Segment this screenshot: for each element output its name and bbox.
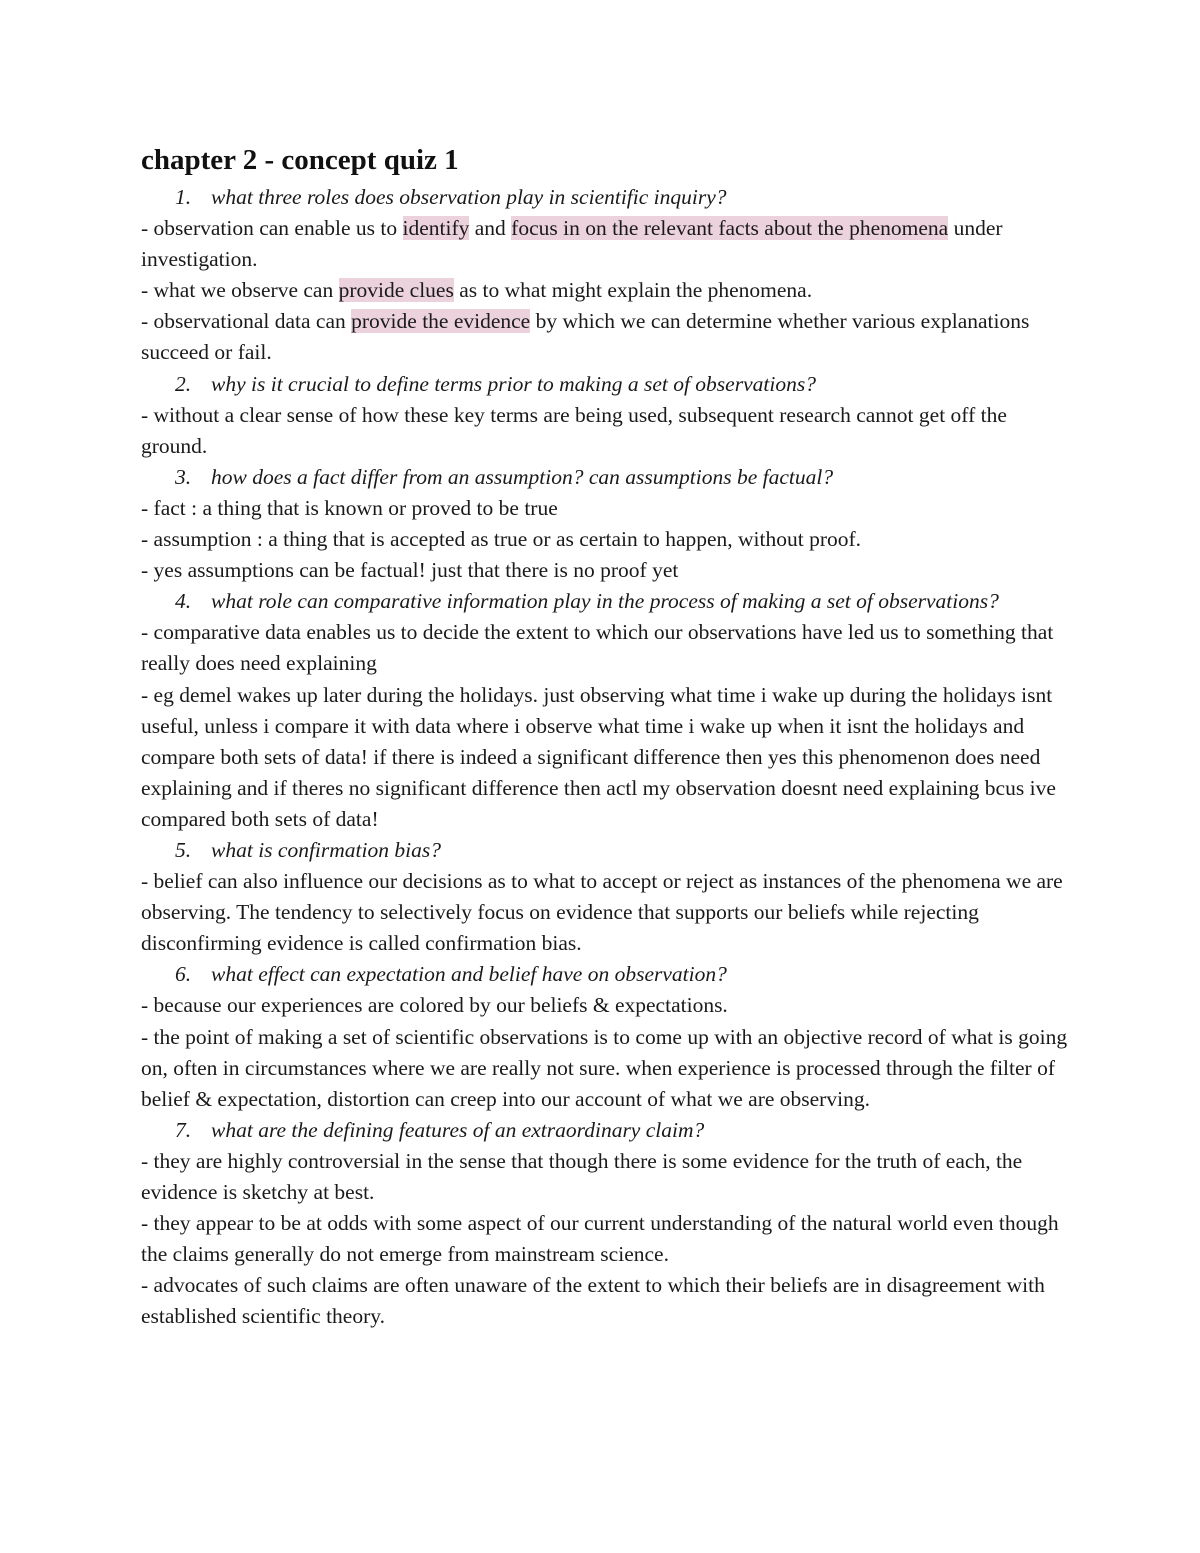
answer-paragraph [141,306,1071,368]
answer-paragraph [141,275,1071,306]
question-number: 2. [175,371,192,396]
answer-paragraph: - eg demel wakes up later during the holidays. just observing what time i wake up during the holidays isnt useful, unless i compare it with data where i observe what time i wake up when it isnt the holidays and compare both sets of data! if there is indeed a significant difference then yes this phenomenon does need explaining and if theres no significant difference then actl my observation doesnt need explaining bcus ive compared both sets of data! [141,682,1056,831]
question-text: what three roles does observation play in scientific inquiry? [211,185,727,209]
answer-text: by which we can determine whether various explanations succeed or fail. [141,309,1030,365]
question-text: what role can comparative information play in the process of making a set of observations? [211,589,999,614]
question-text: how does a fact differ from an assumption? can assumptions be factual? [211,464,834,489]
question-2 [175,369,1071,400]
answer-paragraph: - the point of making a set of scientific observations is to come up with an objective record of what is going on, often in circumstances where we are really not sure. when experience is processed through the filter of belief & expectation, distortion can creep into our account of what we are observing. [141,1024,1068,1111]
answer-text: - observational data can [141,309,352,334]
question-text: what are the defining features of an extraordinary claim? [211,1117,705,1142]
question-text: why is it crucial to define terms prior to making a set of observations? [211,371,816,396]
answer-text: - what we observe can [141,278,339,303]
question-3 [175,462,1071,493]
highlighted-text: provide clues [338,278,454,303]
answer-paragraph: - fact : a thing that is known or proved to be true [141,495,558,520]
question-number: 4. [175,589,192,614]
highlighted-text: identify [402,216,470,241]
question-number: 6. [175,962,192,987]
question-text: what effect can expectation and belief have on observation? [211,962,727,987]
answer-text: - observation can enable us to [141,216,403,241]
answer-text: under investigation. [141,216,1003,272]
answer-paragraph: - comparative data enables us to decide the extent to which our observations have led us to something that really does need explaining [141,620,1054,676]
answer-paragraph: - assumption : a thing that is accepted as true or as certain to happen, without proof. [141,527,862,552]
question-number: 1. [175,185,192,209]
answer-text: as to what might explain the phenomena. [453,278,813,303]
answer-paragraph: - they are highly controversial in the sense that though there is some evidence for the truth of each, the evidence is sketchy at best. [141,1148,1023,1204]
answer-paragraph: - yes assumptions can be factual! just that there is no proof yet [141,558,679,583]
answer-paragraph: - because our experiences are colored by our beliefs & expectations. [141,993,728,1018]
question-text: what is confirmation bias? [211,837,441,862]
page-title: chapter 2 - concept quiz 1 [141,144,459,176]
answer-text: and [469,216,512,241]
highlighted-text: focus in on the relevant facts about the phenomena [511,216,949,241]
document-page [141,140,1071,1332]
question-5 [175,835,1071,866]
answer-paragraph: - advocates of such claims are often unaware of the extent to which their beliefs are in disagreement with established scientific theory. [141,1273,1045,1329]
highlighted-text: provide the evidence [351,309,531,334]
question-6 [175,959,1071,990]
answer-paragraph: - they appear to be at odds with some aspect of our current understanding of the natural world even though the claims generally do not emerge from mainstream science. [141,1211,1059,1267]
question-4 [175,586,1071,617]
question-1 [175,182,1071,213]
question-number: 7. [175,1117,192,1142]
question-7 [175,1115,1071,1146]
question-number: 5. [175,837,192,862]
answer-paragraph: - belief can also influence our decisions as to what to accept or reject as instances of the phenomena we are observing. The tendency to selectively focus on evidence that supports our beliefs while rejecting disconfirming evidence is called confirmation bias. [141,869,1063,956]
answer-paragraph [141,213,1071,275]
answer-paragraph: - without a clear sense of how these key terms are being used, subsequent research cannot get off the ground. [141,402,1007,458]
question-number: 3. [175,464,192,489]
